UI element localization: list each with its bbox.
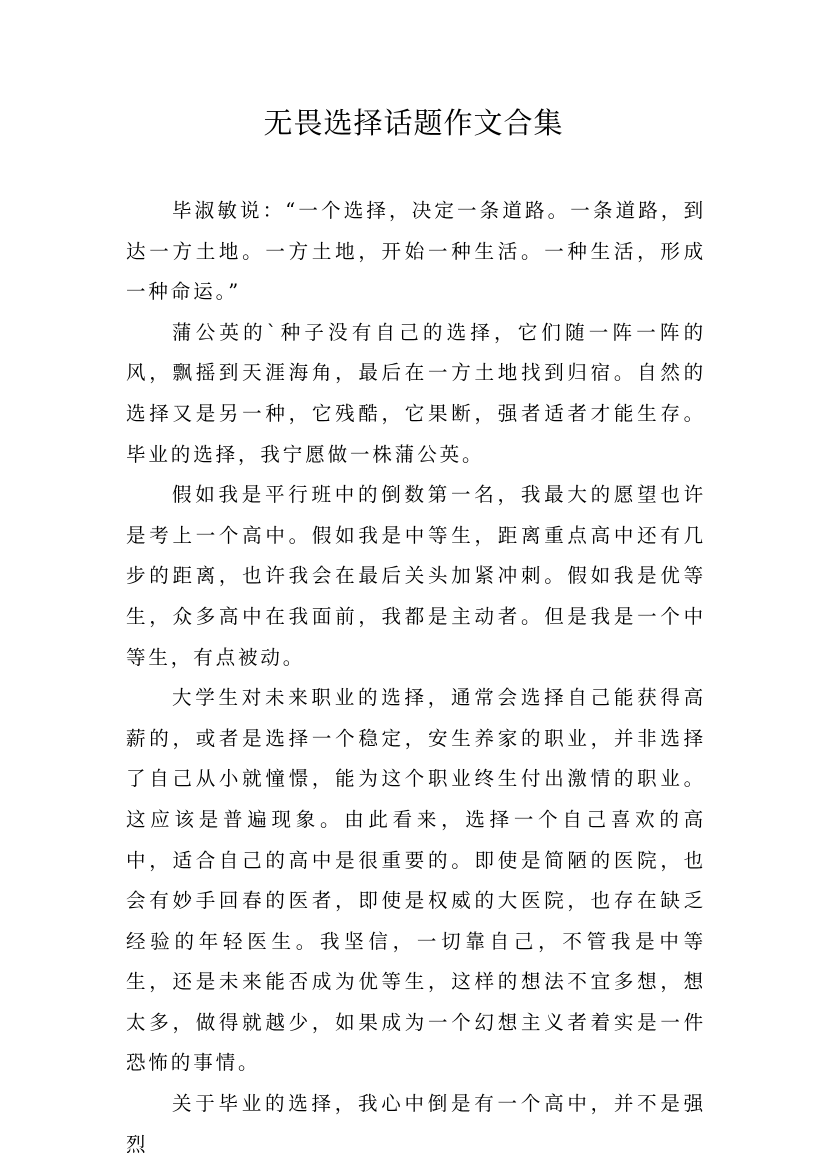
- paragraph-1: 毕淑敏说：“一个选择，决定一条道路。一条道路，到达一方土地。一方土地，开始一种生活。一种生活，形成一种命运。”: [126, 199, 706, 304]
- paragraph-3: 假如我是平行班中的倒数第一名，我最大的愿望也许是考上一个高中。假如我是中等生，距离重点高中还有几步的距离，也许我会在最后关头加紧冲刺。假如我是优等生，众多高中在我面前，我都是主动者。但是我是一个中等生，有点被动。: [126, 483, 706, 669]
- paragraph-5: 关于毕业的选择，我心中倒是有一个高中，并不是强烈: [126, 1092, 706, 1156]
- paragraph-4: 大学生对未来职业的选择，通常会选择自己能获得高薪的，或者是选择一个稳定，安生养家的职业，并非选择了自己从小就憧憬，能为这个职业终生付出激情的职业。这应该是普遍现象。由此看来，选择一个自己喜欢的高中，适合自己的高中是很重要的。即使是简陋的医院，也会有妙手回春的医者，即使是权威的大医院，也存在缺乏经验的年轻医生。我坚信，一切靠自己，不管我是中等生，还是未来能否成为优等生，这样的想法不宜多想，想太多，做得就越少，如果成为一个幻想主义者着实是一件恐怖的事情。: [126, 686, 706, 1075]
- paragraph-2: 蒲公英的`种子没有自己的选择，它们随一阵一阵的风，飘摇到天涯海角，最后在一方土地找到归宿。自然的选择又是另一种，它残酷，它果断，强者适者才能生存。毕业的选择，我宁愿做一株蒲公英。: [126, 320, 706, 466]
- document-body: [126, 191, 706, 1165]
- document-title: 无畏选择话题作文合集: [263, 106, 564, 140]
